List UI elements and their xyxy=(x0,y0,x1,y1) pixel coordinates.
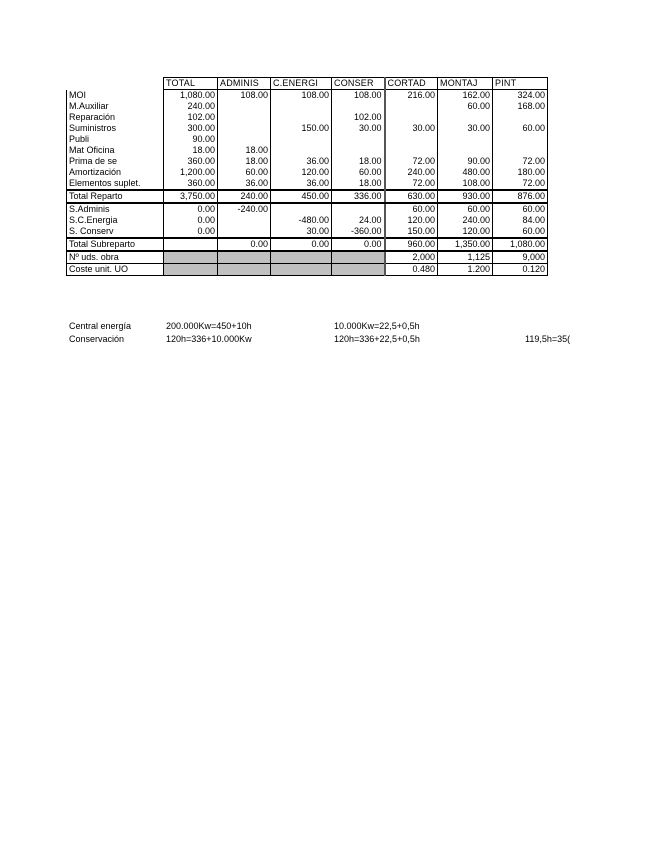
cost-row xyxy=(67,134,548,145)
cell[interactable]: 0.120 xyxy=(493,264,548,276)
cell[interactable] xyxy=(218,112,271,123)
cell[interactable]: 36.00 xyxy=(271,178,332,190)
note-conservacion xyxy=(69,334,569,347)
cell[interactable]: -360.00 xyxy=(332,226,385,238)
cell[interactable]: 108.00 xyxy=(218,90,271,102)
cell[interactable] xyxy=(332,264,385,276)
header-row xyxy=(67,78,548,90)
cell[interactable] xyxy=(164,251,218,264)
cell[interactable] xyxy=(164,238,218,251)
cell[interactable] xyxy=(271,112,332,123)
cell[interactable] xyxy=(385,134,438,145)
subreparto-row xyxy=(67,226,548,238)
cell[interactable]: 930.00 xyxy=(438,190,493,203)
row-label: S.Adminis xyxy=(67,203,164,215)
cell[interactable]: 36.00 xyxy=(271,156,332,167)
cell[interactable]: 30.00 xyxy=(271,226,332,238)
cell[interactable]: 84.00 xyxy=(493,215,548,226)
cell[interactable]: 60.00 xyxy=(438,203,493,215)
cell[interactable]: 108.00 xyxy=(271,90,332,102)
column-header-cortad: CORTAD xyxy=(385,78,438,90)
cell[interactable]: 3,750.00 xyxy=(164,190,218,203)
cell[interactable] xyxy=(493,145,548,156)
cell[interactable]: -480.00 xyxy=(271,215,332,226)
cell[interactable]: 0.00 xyxy=(332,238,385,251)
cell[interactable]: 0.00 xyxy=(164,203,218,215)
cell[interactable]: 60.00 xyxy=(218,167,271,178)
cell[interactable] xyxy=(438,112,493,123)
cell[interactable]: 180.00 xyxy=(493,167,548,178)
column-header-adminis: ADMINIS xyxy=(218,78,271,90)
cell[interactable] xyxy=(218,215,271,226)
column-header-total: TOTAL xyxy=(164,78,218,90)
cell[interactable]: -240.00 xyxy=(218,203,271,215)
cell[interactable]: 876.00 xyxy=(493,190,548,203)
cell[interactable]: 60.00 xyxy=(385,203,438,215)
cell[interactable]: 30.00 xyxy=(332,123,385,134)
coste-unitario-row xyxy=(67,264,548,276)
cell[interactable]: 1,080.00 xyxy=(164,90,218,102)
cost-row xyxy=(67,90,548,102)
cell[interactable]: 240.00 xyxy=(218,190,271,203)
cell[interactable] xyxy=(385,145,438,156)
cell[interactable] xyxy=(385,112,438,123)
cell[interactable]: 72.00 xyxy=(493,178,548,190)
cell[interactable] xyxy=(493,112,548,123)
cell[interactable]: 120.00 xyxy=(438,226,493,238)
cell[interactable]: 0.00 xyxy=(271,238,332,251)
cell[interactable]: 18.00 xyxy=(218,156,271,167)
cell[interactable]: 162.00 xyxy=(438,90,493,102)
row-label: Mat Oficina xyxy=(67,145,164,156)
note-formula: 120h=336+10.000Kw xyxy=(166,334,252,344)
column-header-cenergi: C.ENERGI xyxy=(271,78,332,90)
cost-row xyxy=(67,101,548,112)
cell[interactable] xyxy=(218,134,271,145)
cell[interactable] xyxy=(218,123,271,134)
cell[interactable] xyxy=(218,264,271,276)
cell[interactable]: 120.00 xyxy=(271,167,332,178)
cell[interactable]: 60.00 xyxy=(332,167,385,178)
subreparto-row xyxy=(67,215,548,226)
cell[interactable]: 90.00 xyxy=(438,156,493,167)
cell[interactable]: 0.00 xyxy=(164,226,218,238)
cell[interactable]: 30.00 xyxy=(385,123,438,134)
cell[interactable]: 24.00 xyxy=(332,215,385,226)
cell[interactable]: 168.00 xyxy=(493,101,548,112)
cell[interactable]: 108.00 xyxy=(438,178,493,190)
row-label: Total Subreparto xyxy=(67,238,164,251)
note-formula: 120h=336+22,5+0,5h xyxy=(334,334,420,344)
cell[interactable]: 120.00 xyxy=(385,215,438,226)
cell[interactable] xyxy=(164,264,218,276)
row-label: MOI xyxy=(67,90,164,102)
note-formula: 10.000Kw=22,5+0,5h xyxy=(334,321,420,331)
row-label: S.C.Energia xyxy=(67,215,164,226)
cell[interactable]: 960.00 xyxy=(385,238,438,251)
cell[interactable]: 1,080.00 xyxy=(493,238,548,251)
cell[interactable]: 72.00 xyxy=(385,178,438,190)
row-label: Elementos suplet. xyxy=(67,178,164,190)
cell[interactable]: 72.00 xyxy=(493,156,548,167)
cell[interactable] xyxy=(218,101,271,112)
row-label: Total Reparto xyxy=(67,190,164,203)
cell[interactable]: 360.00 xyxy=(164,156,218,167)
cell[interactable]: 0.00 xyxy=(164,215,218,226)
cell[interactable]: 0.00 xyxy=(218,238,271,251)
cell[interactable]: 630.00 xyxy=(385,190,438,203)
cell[interactable]: 18.00 xyxy=(332,156,385,167)
cell[interactable]: 102.00 xyxy=(332,112,385,123)
note-central-energia xyxy=(69,321,569,334)
cell[interactable] xyxy=(332,134,385,145)
row-label: M.Auxiliar xyxy=(67,101,164,112)
cell[interactable]: 60.00 xyxy=(493,203,548,215)
note-formula: 200.000Kw=450+10h xyxy=(166,321,252,331)
row-label: S. Conserv xyxy=(67,226,164,238)
cell[interactable] xyxy=(332,101,385,112)
column-header-montaj: MONTAJ xyxy=(438,78,493,90)
row-label: Nº uds. obra xyxy=(67,251,164,264)
cost-row xyxy=(67,145,548,156)
cell[interactable] xyxy=(271,203,332,215)
cell[interactable] xyxy=(271,101,332,112)
cell[interactable]: 18.00 xyxy=(164,145,218,156)
note-label: Central energía xyxy=(69,321,132,331)
cell[interactable]: 102.00 xyxy=(164,112,218,123)
cell[interactable]: 1.200 xyxy=(438,264,493,276)
column-header-pint: PINT xyxy=(493,78,548,90)
cell[interactable]: 9,000 xyxy=(493,251,548,264)
cell[interactable] xyxy=(438,145,493,156)
subreparto-row xyxy=(67,203,548,215)
cell[interactable]: 216.00 xyxy=(385,90,438,102)
cell[interactable]: 1,350.00 xyxy=(438,238,493,251)
cell[interactable]: 450.00 xyxy=(271,190,332,203)
cell[interactable] xyxy=(218,251,271,264)
notes-section xyxy=(69,321,569,347)
row-label: Amortización xyxy=(67,167,164,178)
cell[interactable]: 60.00 xyxy=(438,101,493,112)
cell[interactable]: 480.00 xyxy=(438,167,493,178)
cost-row xyxy=(67,112,548,123)
total-reparto-row xyxy=(67,190,548,203)
cost-row xyxy=(67,167,548,178)
cell[interactable] xyxy=(218,226,271,238)
cell[interactable]: 240.00 xyxy=(164,101,218,112)
cell[interactable]: 240.00 xyxy=(438,215,493,226)
cell[interactable]: 336.00 xyxy=(332,190,385,203)
cost-row xyxy=(67,123,548,134)
unidades-obra-row xyxy=(67,251,548,264)
cell[interactable] xyxy=(332,145,385,156)
cell[interactable]: 60.00 xyxy=(493,123,548,134)
cell[interactable] xyxy=(438,134,493,145)
note-formula: 119,5h=35( xyxy=(525,334,571,344)
total-subreparto-row xyxy=(67,238,548,251)
cell[interactable]: 108.00 xyxy=(332,90,385,102)
row-label: Suministros xyxy=(67,123,164,134)
cell[interactable] xyxy=(332,251,385,264)
cell[interactable] xyxy=(385,101,438,112)
cell[interactable]: 36.00 xyxy=(218,178,271,190)
cell[interactable]: 150.00 xyxy=(271,123,332,134)
cost-distribution-table xyxy=(66,77,548,276)
cell[interactable]: 72.00 xyxy=(385,156,438,167)
cell[interactable]: 360.00 xyxy=(164,178,218,190)
cell[interactable]: 2,000 xyxy=(385,251,438,264)
column-header-conser: CONSER xyxy=(332,78,385,90)
cost-row xyxy=(67,156,548,167)
header-corner-cell xyxy=(67,78,164,90)
row-label: Coste unit. UO xyxy=(67,264,164,276)
cell[interactable]: 1,200.00 xyxy=(164,167,218,178)
cell[interactable]: 30.00 xyxy=(438,123,493,134)
cell[interactable] xyxy=(271,134,332,145)
cell[interactable] xyxy=(271,145,332,156)
row-label: Reparación xyxy=(67,112,164,123)
cell[interactable]: 18.00 xyxy=(218,145,271,156)
row-label: Publi xyxy=(67,134,164,145)
cell[interactable]: 300.00 xyxy=(164,123,218,134)
cell[interactable]: 0.480 xyxy=(385,264,438,276)
note-label: Conservación xyxy=(69,334,125,344)
cell[interactable]: 18.00 xyxy=(332,178,385,190)
cell[interactable]: 60.00 xyxy=(493,226,548,238)
cell[interactable]: 1,125 xyxy=(438,251,493,264)
cell[interactable] xyxy=(271,251,332,264)
cell[interactable] xyxy=(493,134,548,145)
cell[interactable] xyxy=(332,203,385,215)
cost-row xyxy=(67,178,548,190)
cell[interactable] xyxy=(271,264,332,276)
cell[interactable]: 90.00 xyxy=(164,134,218,145)
cell[interactable]: 324.00 xyxy=(493,90,548,102)
row-label: Prima de se xyxy=(67,156,164,167)
cell[interactable]: 240.00 xyxy=(385,167,438,178)
cell[interactable]: 150.00 xyxy=(385,226,438,238)
